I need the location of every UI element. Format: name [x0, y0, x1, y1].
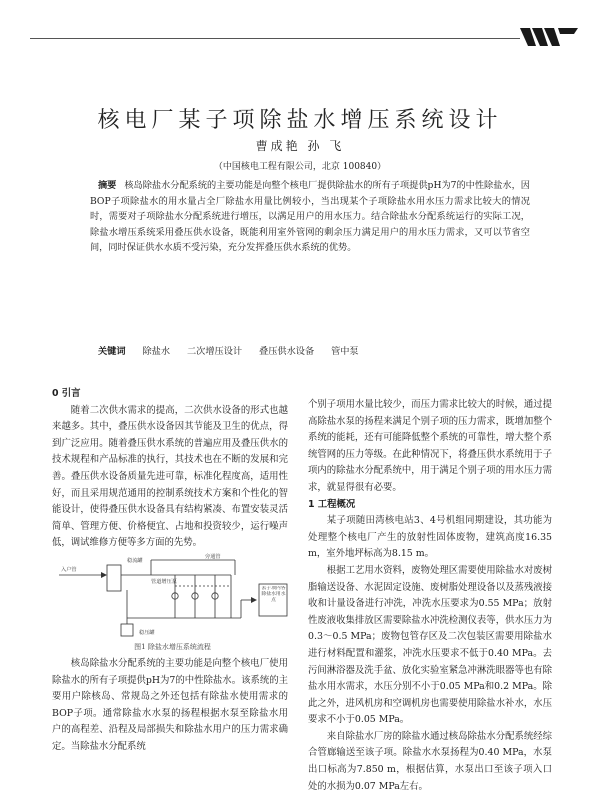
left-bottom-paragraph: 核岛除盐水分配系统的主要功能是向整个核电厂使用除盐水的所有子项提供pH为7的中性除盐水。该系统的主要用户除核岛、常规岛之外还包括有除盐水使用需求的BOP子项。通常除盐水水泵的扬程根据水泵至除盐水用户的高程差、沿程及局部损失和除盐水用户的压力需求确定。当除盐水分配系统 — [52, 658, 288, 752]
overview-paragraph-3: 来自除盐水厂房的除盐水通过核岛除盐水分配系统经综合管廊输送至该子项。除盐水水泵扬程为0.40 MPa，水泵出口标高为7.850 m，根据估算，水泵出口至该子项入口处的水损为0.07 MPa左右。 — [308, 730, 552, 792]
intro-paragraph: 随着二次供水需求的提高，二次供水设备的形式也越来越多。其中，叠压供水设备因其节能及卫生的优点，得到广泛应用。随着叠压供水系统的普遍应用及叠压供水的技术规程和产品标准的执行，其技术也在不断的发展和完善。叠压供水设备质量先进可靠，标准化程度高，适用性好，而且采用规范通用的控制系统技术方案和个性化的智能设计，使得叠压供水设备具有结构紧凑、布置安装灵活简单、管理方便、价格便宜、占地和投资较少，运行噪声低，调试维修方便等多方面的先势。 — [52, 404, 288, 549]
paper-authors: 曹成艳 孙 飞 — [255, 139, 345, 153]
overview-paragraph-2: 根据工艺用水资料，废物处理区需要使用除盐水对废树脂输送设备、水泥固定设施、废树脂处理设备以及蒸残液接收和计量设备进行冲洗，冲洗水压要求为0.55 MPa；放射性废液收集排放区需要除盐水冲洗检测仪表等，供水压力为0.3～0.5 MPa；废物包管存区及二次包装区需要用除盐水进行材料配置和灌浆，冲洗水压要求不低于0.40 MPa。去污间淋浴器及洗手盆、放化实验室紧急冲淋洗眼器等也有除盐水用水需求，水压分别不小于0.05 MPa和0.2 MPa。除此之外，进风机房和空调机房也需要使用除盐水补水，水压要求不小于0.05 MPa。 — [308, 564, 552, 726]
header-rule — [30, 38, 520, 39]
diagram-label-inlet: 入户管 — [61, 567, 77, 573]
overview-paragraph-1: 某子项随田湾核电站3、4号机组同期建设，其功能为处理整个核电厂产生的放射性固体废物，建筑高度16.35 m，室外地坪标高为8.15 m。 — [308, 515, 552, 560]
section-heading-intro: 0 引言 — [52, 388, 81, 399]
keyword: 二次增压设计 — [186, 346, 243, 357]
keyword: 管中泵 — [331, 346, 359, 357]
right-continued-paragraph: 个别子项用水量比较少，而压力需求比较大的时候，通过提高除盐水泵的扬程来满足个别子项的压力需求，既增加整个系统的能耗，还有可能降低整个系统的可靠性，增大整个系统管网的压力等级。在此种情况下，将叠压供水系统用于子项内的除盐水分配系统中，用于满足个别子项的用水压力需求，就显得很有必要。 — [308, 399, 552, 493]
keyword: 除盐水 — [142, 346, 171, 357]
abstract-text: 核岛除盐水分配系统的主要功能是向整个核电厂提供除盐水的所有子项提供pH为7的中性除盐水，因BOP子项除盐水的用水量占全厂除盐水用量比例较小，当出现某个子项除盐水用水压力需求比较大的情况时，需要对子项除盐水分配系统进行增压，以满足用户的用水压力。结合除盐水分配系统运行的实际工况，除盐水增压系统采用叠压供水设备，既能利用室外管网的剩余压力满足用户的用水压力需求，又可以节省空间，同时保证供水水质不受污染，充分发挥叠压供水系统的优势。 — [90, 180, 530, 254]
keywords-label: 关键词 — [98, 346, 126, 357]
journal-logo — [520, 28, 578, 46]
section-heading-overview: 1 工程概况 — [308, 498, 356, 510]
keywords — [90, 343, 530, 357]
left-column — [52, 386, 288, 552]
figure-1-caption: 图1 除盐水增压系统流程 — [134, 643, 211, 651]
diagram-label-pipe-pump: 管道增压泵 — [151, 579, 177, 585]
diagram-label-flow-tank: 稳流罐 — [127, 558, 143, 564]
paper-affiliation: （中国核电工程有限公司，北京 100840） — [213, 162, 387, 172]
diagram-label-outlet: 去子项内各除盐水用水点 — [261, 586, 286, 603]
left-column-bottom — [52, 656, 288, 756]
abstract — [90, 178, 530, 256]
diagram-label-pressure-tank: 稳压罐 — [139, 630, 155, 636]
right-column — [308, 397, 552, 795]
figure-1-diagram — [55, 550, 290, 642]
keyword: 叠压供水设备 — [259, 346, 315, 357]
paper-title: 核电厂某子项除盐水增压系统设计 — [97, 108, 503, 133]
diagram-label-bypass: 旁通管 — [205, 554, 221, 560]
abstract-label: 摘要 — [98, 180, 117, 191]
